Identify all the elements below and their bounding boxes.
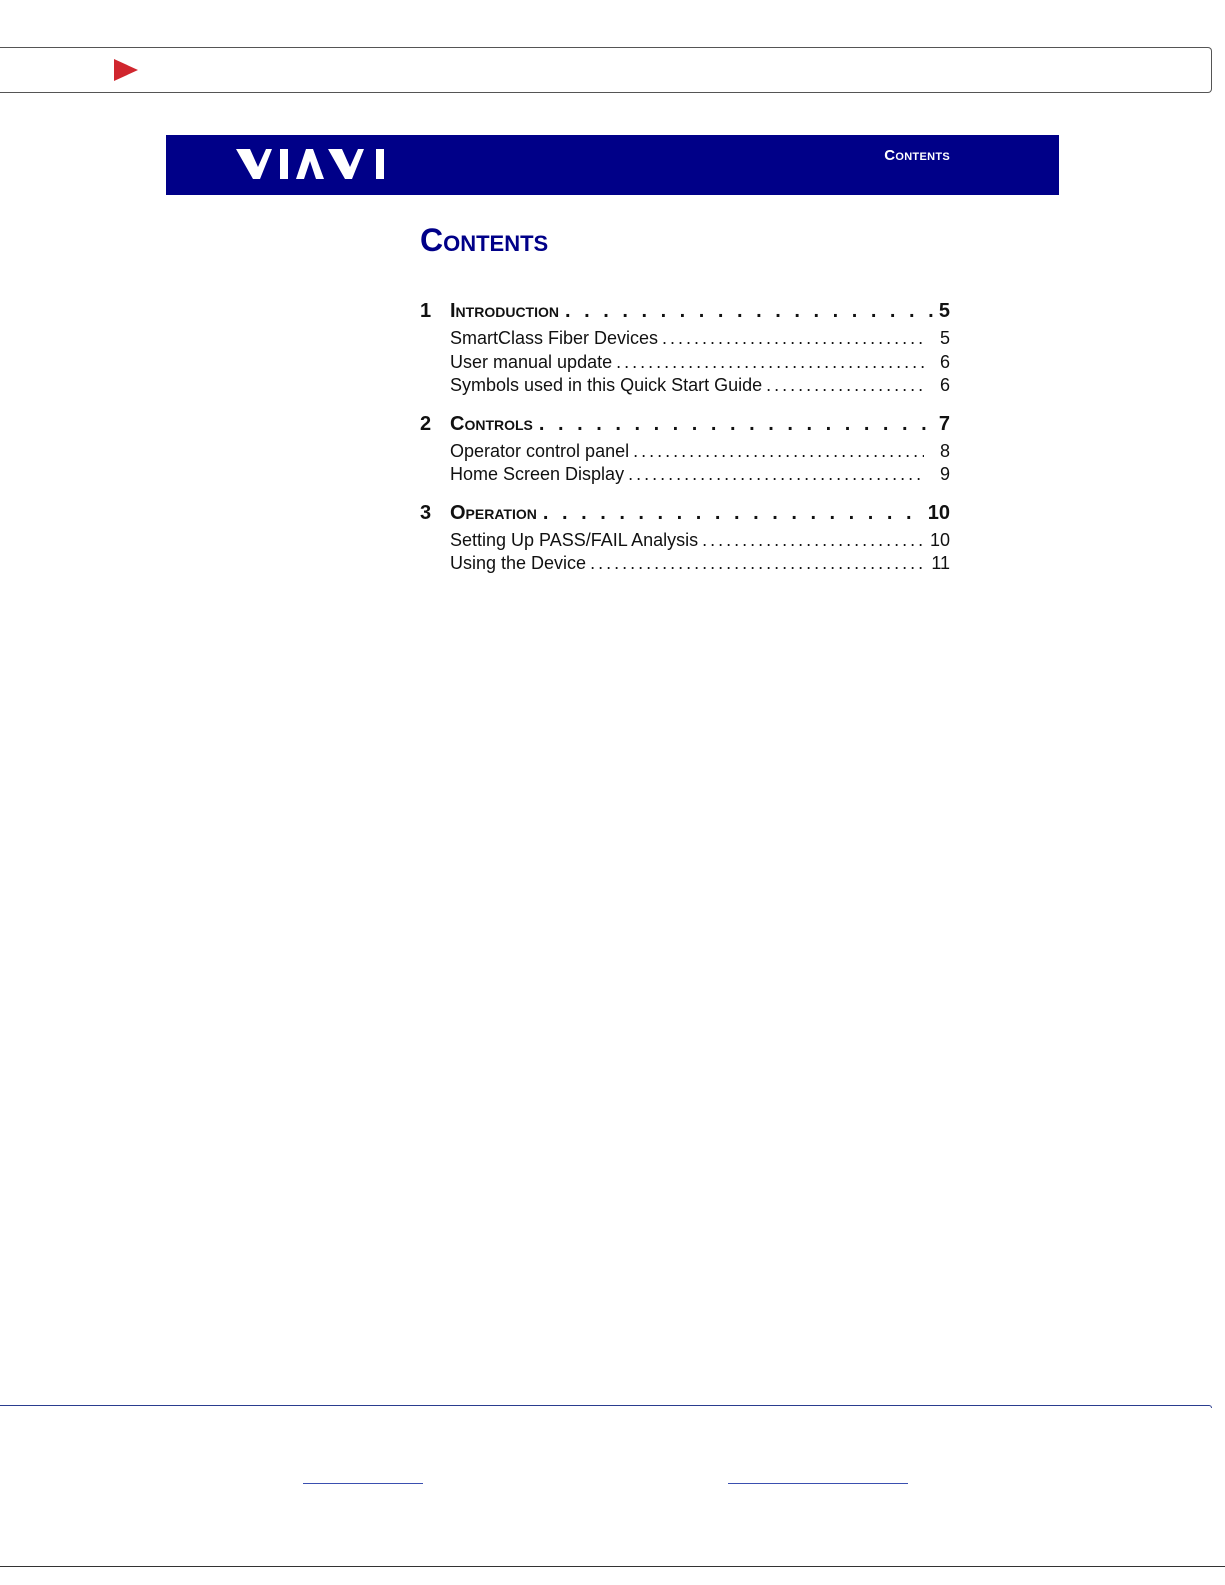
footer-divider xyxy=(0,1405,1212,1408)
chapter-title: Controls xyxy=(450,412,533,435)
toc-entry[interactable] xyxy=(450,530,950,554)
dot-leader xyxy=(766,375,924,396)
toc-entry[interactable] xyxy=(450,375,950,399)
chapter-page: 10 xyxy=(927,501,950,524)
entry-page: 6 xyxy=(939,351,950,372)
chapter-number: 1 xyxy=(420,300,432,322)
top-nav-bar xyxy=(0,47,1212,93)
dot-leader xyxy=(628,464,924,485)
footer-link-right[interactable] xyxy=(728,1483,908,1484)
dot-leader xyxy=(633,441,924,462)
bottom-divider xyxy=(0,1566,1225,1567)
dot-leader xyxy=(565,300,933,323)
toc-chapter-3[interactable] xyxy=(420,502,950,530)
dot-leader xyxy=(702,530,924,551)
entry-title: Using the Device xyxy=(450,553,587,573)
toc-entry[interactable] xyxy=(450,553,950,577)
entry-page: 8 xyxy=(939,440,950,461)
entry-page: 9 xyxy=(939,464,950,484)
entry-page: 5 xyxy=(939,328,950,348)
entry-page: 6 xyxy=(939,375,950,395)
chapter-title: Operation xyxy=(450,501,537,524)
toc-chapter-block xyxy=(420,502,950,577)
dot-leader xyxy=(662,328,924,349)
entry-title: SmartClass Fiber Devices xyxy=(450,328,659,348)
toc-entry[interactable] xyxy=(450,352,950,376)
entry-page: 10 xyxy=(929,529,950,550)
toc-entry[interactable] xyxy=(450,328,950,352)
toc-entry[interactable] xyxy=(450,441,950,465)
footer-link-left[interactable] xyxy=(303,1483,423,1484)
chapter-number: 2 xyxy=(420,412,432,435)
dot-leader xyxy=(539,413,933,436)
entry-title: Setting Up PASS/FAIL Analysis xyxy=(450,529,699,550)
table-of-contents xyxy=(420,300,950,591)
toc-chapter-1[interactable] xyxy=(420,300,950,328)
dot-leader xyxy=(543,502,922,525)
dot-leader xyxy=(616,352,924,373)
entry-page: 11 xyxy=(931,553,950,573)
viavi-logo xyxy=(236,149,386,181)
header-section-label: Contents xyxy=(884,147,950,164)
chapter-number: 3 xyxy=(420,501,432,524)
page-title: Contents xyxy=(420,222,549,258)
chapter-page: 5 xyxy=(938,300,950,322)
header-band xyxy=(166,135,1059,195)
entry-title: Operator control panel xyxy=(450,440,630,461)
entry-title: Home Screen Display xyxy=(450,464,625,484)
toc-chapter-block xyxy=(420,413,950,488)
entry-title: Symbols used in this Quick Start Guide xyxy=(450,375,763,395)
entry-title: User manual update xyxy=(450,351,613,372)
next-page-arrow-icon[interactable] xyxy=(114,59,138,81)
chapter-title: Introduction xyxy=(450,300,559,322)
toc-entry[interactable] xyxy=(450,464,950,488)
chapter-page: 7 xyxy=(938,412,950,435)
dot-leader xyxy=(590,553,924,574)
toc-chapter-block xyxy=(420,300,950,399)
toc-chapter-2[interactable] xyxy=(420,413,950,441)
